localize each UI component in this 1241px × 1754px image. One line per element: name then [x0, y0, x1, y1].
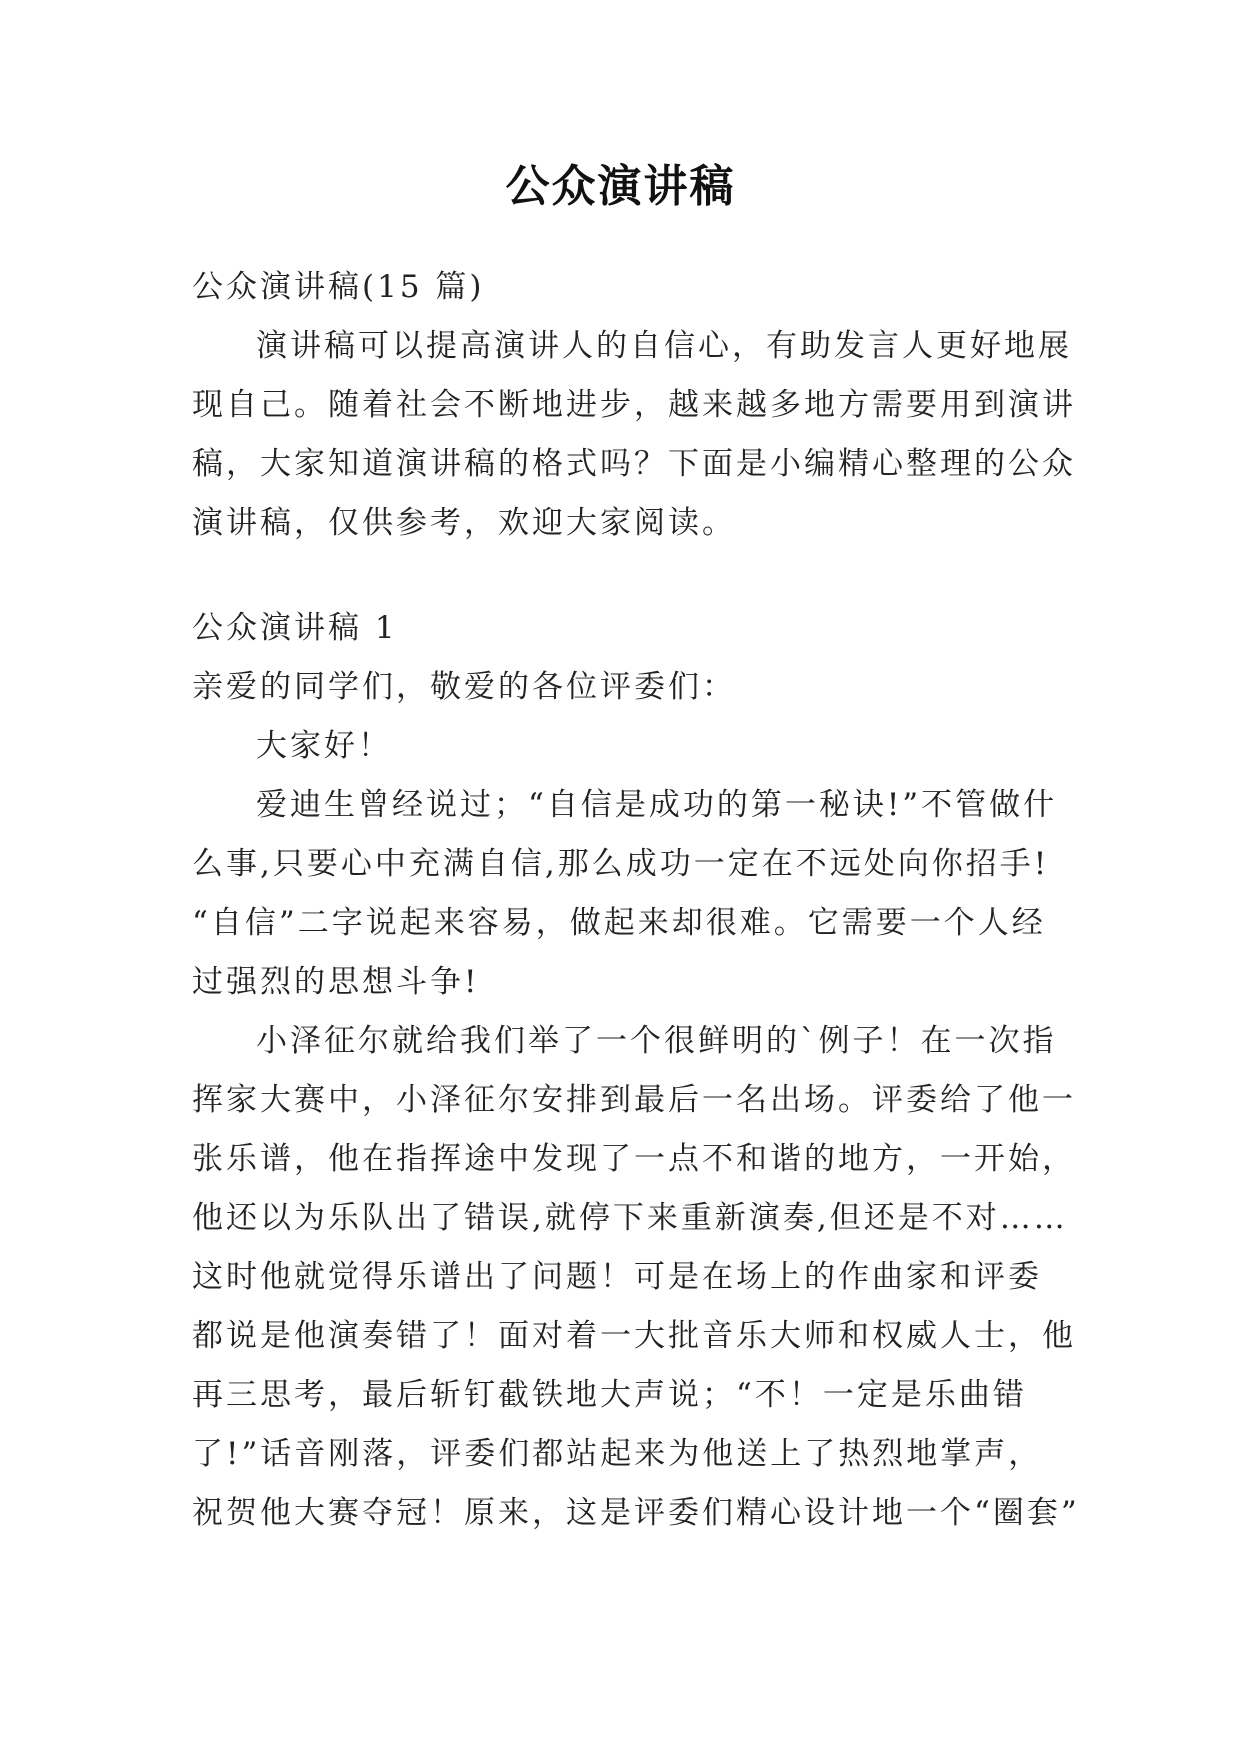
paragraph-line: 再三思考，最后斩钉截铁地大声说；“不！一定是乐曲错 — [192, 1377, 1027, 1413]
greeting: 大家好！ — [256, 728, 392, 764]
paragraph-line: 么事,只要心中充满自信,那么成功一定在不远处向你招手! — [192, 846, 1050, 882]
document-body — [192, 258, 1080, 1543]
paragraph-line: 过强烈的思想斗争! — [192, 964, 480, 1000]
paragraph-line: 他还以为乐队出了错误,就停下来重新演奏,但还是不对…… — [192, 1200, 1068, 1236]
paragraph-gap — [192, 553, 1062, 599]
paragraph-line: 张乐谱，他在指挥途中发现了一点不和谐的地方，一开始， — [192, 1141, 1076, 1177]
intro-line: 演讲稿可以提高演讲人的自信心，有助发言人更好地展 — [256, 328, 1072, 364]
paragraph-line: 了!”话音刚落，评委们都站起来为他送上了热烈地掌声， — [192, 1436, 1043, 1472]
paragraph-line: 祝贺他大赛夺冠！原来，这是评委们精心设计地一个“圈套” — [192, 1495, 1080, 1531]
document-subtitle: 公众演讲稿(15 篇) — [192, 269, 485, 305]
intro-line: 演讲稿，仅供参考，欢迎大家阅读。 — [192, 505, 736, 541]
section-heading: 公众演讲稿 1 — [192, 610, 398, 646]
document-title: 公众演讲稿 — [505, 161, 736, 212]
paragraph-line: 小泽征尔就给我们举了一个很鲜明的`例子！在一次指 — [256, 1023, 1057, 1059]
intro-line: 现自己。随着社会不断地进步，越来越多地方需要用到演讲 — [192, 387, 1076, 423]
paragraph-line: 爱迪生曾经说过；“自信是成功的第一秘诀!”不管做什 — [256, 787, 1058, 823]
paragraph-line: 这时他就觉得乐谱出了问题！可是在场上的作曲家和评委 — [192, 1259, 1042, 1295]
paragraph-line: 挥家大赛中，小泽征尔安排到最后一名出场。评委给了他一 — [192, 1082, 1076, 1118]
intro-line: 稿，大家知道演讲稿的格式吗？下面是小编精心整理的公众 — [192, 446, 1076, 482]
paragraph-line: “自信”二字说起来容易，做起来却很难。它需要一个人经 — [192, 905, 1046, 941]
paragraph-line: 都说是他演奏错了！面对着一大批音乐大师和权威人士，他 — [192, 1318, 1076, 1354]
salutation: 亲爱的同学们，敬爱的各位评委们： — [192, 669, 736, 705]
